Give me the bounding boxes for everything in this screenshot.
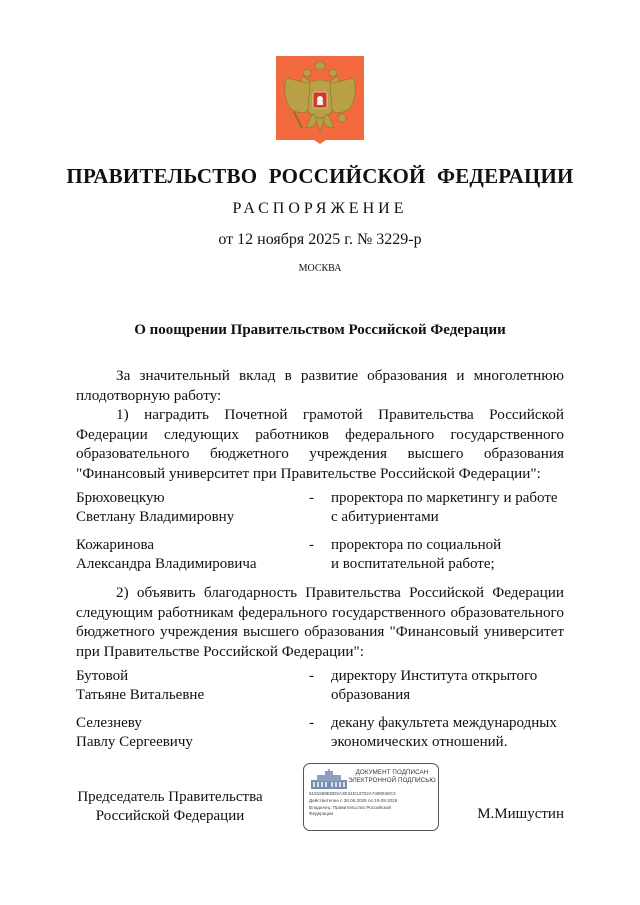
awardee-given-names: Павлу Сергеевичу [76,733,193,750]
stamp-certificate: 5181588EBD5A3E34D13702A7490948C3 [309,791,396,796]
awardee-surname: Бутовой [76,668,129,684]
awardee-role-line: проректора по маркетингу и работе [331,490,558,506]
dash-separator: - [309,537,314,553]
awardee-role-line: с абитуриентами [331,508,439,525]
awardee-role-line: директору Института открытого [331,668,538,684]
electronic-signature-stamp [303,763,439,831]
dash-separator: - [309,715,314,731]
item-1-text: 1) наградить Почетной грамотой Правительства Российской Федерации следующих работников федерального государственного образовательного бюджетного учреждения высшего образования "Финансовый университет при Правительстве Российской Федерации": [76,406,564,482]
awardee-role-line: декану факультета международных [331,715,557,731]
awardee-role [331,667,571,704]
awardee-surname: Брюховецкую [76,490,165,506]
awardee-role [331,714,571,751]
awardee-name [76,489,296,526]
coat-of-arms-emblem [276,56,364,144]
signatory-title [70,788,270,826]
awardee-role [331,536,571,573]
awardee-surname: Селезневу [76,715,142,731]
awardee-given-names: Светлану Владимировну [76,508,235,525]
awardee-given-names: Александра Владимировича [76,555,257,572]
dash-separator: - [309,668,314,684]
awardee-role-line: проректора по социальной [331,537,502,553]
item-1-paragraph [76,405,564,483]
document-city: МОСКВА [298,263,342,274]
awardee-role [331,489,571,526]
government-title: ПРАВИТЕЛЬСТВО РОССИЙСКОЙ ФЕДЕРАЦИИ [66,164,574,188]
awardee-given-names: Татьяне Витальевне [76,686,205,703]
item-2-paragraph [76,583,564,661]
document-subject: О поощрении Правительством Российской Федерации [134,322,506,338]
stamp-heading-line: ДОКУМЕНТ ПОДПИСАН [355,769,429,776]
intro-text: За значительный вклад в развитие образования и многолетнюю плодотворную работу: [76,367,564,404]
awardee-name [76,536,296,573]
item-2-text: 2) объявить благодарность Правительства Российской Федерации следующим работникам федерального государственного образовательного бюджетного учреждения высшего образования "Финансовый университет при Правительстве Российской Федерации": [76,584,564,660]
document-type: РАСПОРЯЖЕНИЕ [232,200,408,217]
awardee-role-line: экономических отношений. [331,733,508,750]
stamp-heading [346,769,438,785]
awardee-surname: Кожаринова [76,537,155,553]
emblem-shield-tip [314,140,326,144]
government-building-icon [311,769,347,789]
stamp-owner: Владелец: Правительство Российской [309,805,391,810]
signatory-title-line: Российской Федерации [95,808,245,824]
document-date-number: от 12 ноября 2025 г. № 3229-р [218,231,422,248]
awardee-name [76,667,296,704]
intro-paragraph [76,366,564,405]
stamp-owner-continued: Федерации [309,811,334,816]
stamp-validity: Действителен с 26.06.2025 по 19.09.2026 [309,798,398,803]
dash-separator: - [309,490,314,506]
signatory-name: М.Мишустин [477,806,564,822]
awardee-name [76,714,296,751]
stamp-heading-line: ЭЛЕКТРОННОЙ ПОДПИСЬЮ [348,777,436,784]
signatory-title-line: Председатель Правительства [77,789,263,805]
awardee-role-line: образования [331,686,411,703]
awardee-role-line: и воспитательной работе; [331,555,495,572]
